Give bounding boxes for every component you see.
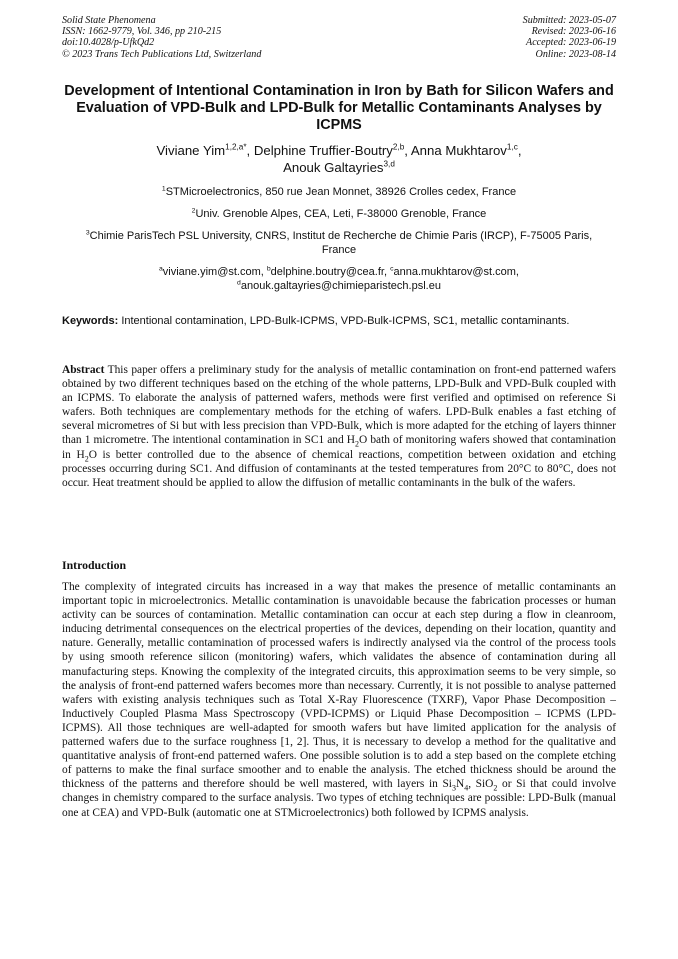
submission-dates (523, 15, 616, 60)
subscript: 4 (464, 783, 469, 793)
affiliation-3 (80, 229, 598, 257)
author-sup: 2,b (392, 142, 405, 152)
abstract-label: Abstract (62, 364, 105, 376)
journal-doi: doi:10.4028/p-UfkQd2 (62, 37, 155, 49)
date-submitted: Submitted: 2023-05-07 (522, 15, 616, 26)
date-revised: Revised: 2023-06-16 (531, 26, 616, 38)
affiliation-text: Univ. Grenoble Alpes, CEA, Leti, F-38000 Grenoble, France (195, 208, 487, 220)
subscript: 2 (84, 453, 89, 463)
intro-text: or Si that could involve changes in chemistry compared to the surface analysis. Two types of etching techniques are possible: LPD-Bulk (manual one at CEA) and VPD-Bulk (automatic one at STMicroelectronics) both followed by ICPMS analysis. (62, 778, 617, 819)
author-list (62, 142, 616, 176)
author-sep: , (246, 143, 254, 158)
journal-header (62, 15, 616, 60)
date-accepted: Accepted: 2023-06-19 (526, 37, 616, 49)
intro-text: N (455, 778, 465, 791)
intro-text: , SiO (468, 778, 494, 791)
author-name: Anna Mukhtarov (410, 143, 507, 158)
author-name: Anouk Galtayries (283, 160, 384, 175)
intro-text: The complexity of integrated circuits has increased in a way that makes the presence of metallic contaminants an important topic in microelectronics. Metallic contamination is unavoidable because the fabrication processes or human activity can be sources of contamination. Metallic contamination can occur at each step during a flow in cleanroom, inducing detrimental consequences on the electrical properties of the devices, depending on their location, quantity and nature. Generally, metallic contamination of processed wafers is indirectly analysed via the control of the process tools by using smooth reference silicon (monitoring) wafers, which validates the absence of contamination during all manufacturing steps. Knowing the complexity of the integrated circuits, this approximation seems to be very simple, so the analysis of front-end patterned wafers becomes more than necessary. Currently, it is not possible to analyse patterned wafers with existing analysis techniques such as Total X-Ray Fluorescence (TXRF), Vapor Phase Decomposition – Inductively Coupled Plasma Mass Spectroscopy (VPD-ICPMS) or Liquid Phase Decomposition – ICPMS (LPD-ICPMS). All those techniques are well-adapted for smooth wafers but have limited application for the analysis of patterned wafers due to the surface roughness [1, 2]. Thus, it is necessary to develop a method for the qualitative and quantitative analysis of front-end patterned wafers. One possible solution is to add a step based on the complete etching of patterns to make the final surface smoother and to enable the analysis. The etched thickness should be around the thickness of the patterns and therefore should be well mastered, with layers in Si (62, 581, 616, 791)
introduction-body (62, 580, 616, 820)
author-name: Viviane Yim (156, 143, 226, 158)
email-link[interactable]: viviane.yim@st.com, (162, 266, 267, 278)
affiliation-text: Chimie ParisTech PSL University, CNRS, Institut de Recherche de Chimie Paris (IRCP), F-75005 Paris, France (89, 230, 593, 256)
affiliation-1 (62, 185, 616, 199)
author-sup: 1,2,a* (225, 142, 247, 152)
email-link[interactable]: anouk.galtayries@chimieparistech.psl.eu (240, 280, 441, 292)
author-sep: , (404, 143, 411, 158)
author-name: Delphine Truffier-Boutry (253, 143, 393, 158)
email-link[interactable]: delphine.boutry@cea.fr, (270, 266, 391, 278)
affiliation-2 (62, 207, 616, 221)
email-sup: d (237, 279, 241, 287)
section-heading-introduction: Introduction (62, 558, 127, 572)
subscript: 3 (451, 783, 456, 793)
journal-copyright: © 2023 Trans Tech Publications Ltd, Switzerland (62, 48, 262, 60)
affiliation-sup: 2 (191, 207, 196, 215)
abstract-text: O is better controlled due to the absence of chemical reactions, competition between oxidation and etching processes occurring during SC1. And diffusion of contaminants at the tested temperatures from 20°C to 80°C, does not occur. Heat treatment should be applied to allow the diffusion of metallic contaminants in the bulk of the wafers. (62, 448, 616, 489)
journal-issn: ISSN: 1662-9779, Vol. 346, pp 210-215 (62, 26, 222, 38)
date-online: Online: 2023-08-14 (535, 48, 616, 60)
abstract-text: This paper offers a preliminary study for the analysis of metallic contamination on front-end patterned wafers obtained by two different techniques based on the etching of the whole patterns, LPD-Bulk and VPD-Bulk coupled with an ICPMS. To elaborate the analysis of patterned wafers, methods were first verified and optimised on reference Si wafers. Both techniques are complementary methods for the etching of wafers. LPD-Bulk enables a fast etching of several micrometres of Si but with less precision than VPD-Bulk, which is more adapted for the etching of layers thinner than 1 micrometre. The intentional contamination in SC1 and H (62, 364, 616, 447)
abstract-text: O bath of monitoring wafers showed that contamination in H (62, 434, 616, 461)
paper-title: Development of Intentional Contamination in Iron by Bath for Silicon Wafers and Evaluation of VPD-Bulk and LPD-Bulk for Metallic Contaminants Analyses by ICPMS (64, 83, 614, 134)
email-sup: c (390, 265, 394, 273)
email-link[interactable]: anna.mukhtarov@st.com, (393, 266, 519, 278)
author-emails (62, 265, 616, 293)
email-sup: b (266, 265, 271, 273)
affiliation-text: STMicroelectronics, 850 rue Jean Monnet, 38926 Crolles cedex, France (165, 186, 517, 198)
keywords-text: Intentional contamination, LPD-Bulk-ICPMS, VPD-Bulk-ICPMS, SC1, metallic contaminants. (121, 315, 570, 327)
author-sup: 3,d (383, 159, 395, 169)
journal-name: Solid State Phenomena (62, 15, 156, 26)
keywords-label: Keywords: (62, 315, 119, 327)
keywords (62, 314, 616, 328)
author-sup: 1,c (506, 142, 518, 152)
affiliation-sup: 1 (161, 185, 166, 193)
abstract (62, 363, 616, 490)
affiliation-sup: 3 (85, 229, 90, 237)
journal-info (62, 15, 261, 60)
subscript: 2 (493, 783, 498, 793)
email-sup: a (159, 265, 163, 273)
subscript: 2 (355, 439, 359, 449)
author-sep: , (517, 143, 522, 158)
